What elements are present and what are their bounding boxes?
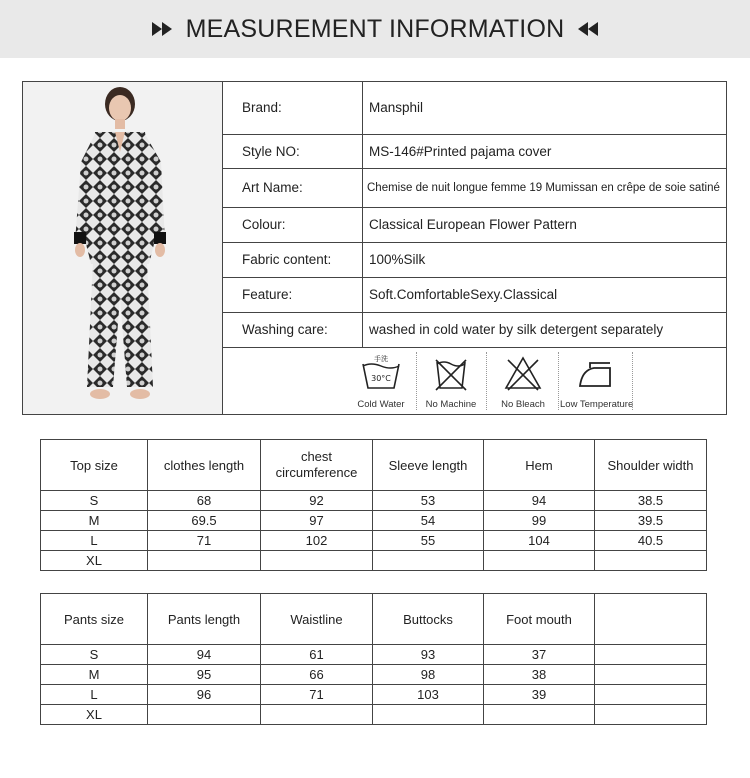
table-cell bbox=[148, 551, 261, 571]
table-cell bbox=[148, 705, 261, 725]
table-cell: 53 bbox=[373, 491, 484, 511]
care-divider bbox=[486, 352, 487, 410]
table-cell: 71 bbox=[148, 531, 261, 551]
care-divider bbox=[558, 352, 559, 410]
iron-low-icon bbox=[560, 352, 630, 398]
table-cell bbox=[261, 705, 373, 725]
table-cell: 104 bbox=[484, 531, 595, 551]
pants-size-table bbox=[40, 593, 707, 725]
table-cell: 97 bbox=[261, 511, 373, 531]
table-cell: M bbox=[41, 511, 148, 531]
care-divider bbox=[632, 352, 633, 410]
table-row bbox=[41, 511, 707, 531]
column-header: Sleeve length bbox=[373, 440, 484, 491]
table-cell: 93 bbox=[373, 645, 484, 665]
product-photo bbox=[23, 82, 223, 414]
wash-30-icon bbox=[346, 352, 416, 398]
info-label: Washing care: bbox=[223, 312, 363, 347]
info-label: Fabric content: bbox=[223, 242, 363, 277]
table-row bbox=[41, 531, 707, 551]
care-item-no-machine bbox=[416, 352, 486, 410]
care-icons-row bbox=[223, 348, 726, 414]
table-cell: 39 bbox=[484, 685, 595, 705]
info-value: Soft.ComfortableSexy.Classical bbox=[363, 277, 727, 312]
info-row-colour bbox=[223, 207, 726, 242]
top-size-table bbox=[40, 439, 707, 571]
care-label: Cold Water bbox=[357, 399, 405, 410]
table-cell: L bbox=[41, 685, 148, 705]
table-header-row bbox=[41, 594, 707, 645]
table-row bbox=[41, 705, 707, 725]
info-row-art-name bbox=[223, 168, 726, 207]
table-cell: S bbox=[41, 645, 148, 665]
product-info-table bbox=[223, 82, 726, 348]
table-cell: 38 bbox=[484, 665, 595, 685]
header-banner bbox=[0, 0, 750, 58]
table-cell bbox=[373, 551, 484, 571]
table-cell: 68 bbox=[148, 491, 261, 511]
table-cell: 38.5 bbox=[595, 491, 707, 511]
info-row-washing bbox=[223, 312, 726, 347]
table-cell: M bbox=[41, 665, 148, 685]
svg-text:手洗: 手洗 bbox=[374, 355, 388, 363]
table-row bbox=[41, 551, 707, 571]
column-header: Waistline bbox=[261, 594, 373, 645]
svg-text:30°C: 30°C bbox=[371, 374, 391, 383]
table-cell: 98 bbox=[373, 665, 484, 685]
table-cell: 94 bbox=[484, 491, 595, 511]
table-row bbox=[41, 685, 707, 705]
double-arrow-right-icon bbox=[152, 22, 172, 36]
info-row-style bbox=[223, 134, 726, 168]
info-label: Feature: bbox=[223, 277, 363, 312]
table-cell: S bbox=[41, 491, 148, 511]
column-header: Pants size bbox=[41, 594, 148, 645]
table-cell: XL bbox=[41, 551, 148, 571]
table-cell: 66 bbox=[261, 665, 373, 685]
column-header bbox=[595, 594, 707, 645]
table-cell bbox=[595, 665, 707, 685]
table-cell bbox=[261, 551, 373, 571]
info-label: Art Name: bbox=[223, 168, 363, 207]
info-value: Chemise de nuit longue femme 19 Mumissan en crêpe de soie satiné bbox=[363, 168, 727, 207]
product-info-box bbox=[22, 81, 727, 415]
table-cell: 40.5 bbox=[595, 531, 707, 551]
column-header: Shoulder width bbox=[595, 440, 707, 491]
column-header: Buttocks bbox=[373, 594, 484, 645]
table-row bbox=[41, 665, 707, 685]
info-value: 100%Silk bbox=[363, 242, 727, 277]
table-header-row bbox=[41, 440, 707, 491]
table-cell: 71 bbox=[261, 685, 373, 705]
table-cell: 102 bbox=[261, 531, 373, 551]
column-header: Top size bbox=[41, 440, 148, 491]
info-row-fabric bbox=[223, 242, 726, 277]
table-cell: L bbox=[41, 531, 148, 551]
column-header: chest circumference bbox=[261, 440, 373, 491]
double-arrow-left-icon bbox=[578, 22, 598, 36]
table-cell: 94 bbox=[148, 645, 261, 665]
table-cell: 61 bbox=[261, 645, 373, 665]
info-value: washed in cold water by silk detergent separately bbox=[363, 312, 727, 347]
table-row bbox=[41, 645, 707, 665]
table-cell bbox=[373, 705, 484, 725]
table-cell: 96 bbox=[148, 685, 261, 705]
info-value: MS-146#Printed pajama cover bbox=[363, 134, 727, 168]
table-cell: 92 bbox=[261, 491, 373, 511]
care-label: No Machine bbox=[425, 399, 477, 410]
table-row bbox=[41, 491, 707, 511]
table-cell: 37 bbox=[484, 645, 595, 665]
info-value: Mansphil bbox=[363, 82, 727, 134]
page-title: MEASUREMENT INFORMATION bbox=[185, 14, 565, 43]
column-header: clothes length bbox=[148, 440, 261, 491]
care-item-low-temperature bbox=[560, 352, 634, 410]
info-value: Classical European Flower Pattern bbox=[363, 207, 727, 242]
column-header: Foot mouth bbox=[484, 594, 595, 645]
table-cell bbox=[595, 685, 707, 705]
no-machine-icon bbox=[416, 352, 486, 398]
care-label: No Bleach bbox=[501, 399, 545, 410]
table-cell: 55 bbox=[373, 531, 484, 551]
column-header: Hem bbox=[484, 440, 595, 491]
column-header: Pants length bbox=[148, 594, 261, 645]
care-label: Low Temperature bbox=[560, 399, 634, 410]
care-item-no-bleach bbox=[488, 352, 558, 410]
table-cell: XL bbox=[41, 705, 148, 725]
table-cell bbox=[595, 551, 707, 571]
table-cell: 69.5 bbox=[148, 511, 261, 531]
table-cell bbox=[595, 705, 707, 725]
care-item-cold-water bbox=[346, 352, 416, 410]
table-cell bbox=[595, 645, 707, 665]
table-cell: 39.5 bbox=[595, 511, 707, 531]
table-cell: 54 bbox=[373, 511, 484, 531]
table-cell: 99 bbox=[484, 511, 595, 531]
table-cell: 95 bbox=[148, 665, 261, 685]
table-cell bbox=[484, 551, 595, 571]
info-row-brand bbox=[223, 82, 726, 134]
model-figure-icon bbox=[23, 82, 222, 414]
info-label: Style NO: bbox=[223, 134, 363, 168]
table-cell bbox=[484, 705, 595, 725]
info-label: Brand: bbox=[223, 82, 363, 134]
info-row-feature bbox=[223, 277, 726, 312]
no-bleach-icon bbox=[488, 352, 558, 398]
info-label: Colour: bbox=[223, 207, 363, 242]
table-cell: 103 bbox=[373, 685, 484, 705]
